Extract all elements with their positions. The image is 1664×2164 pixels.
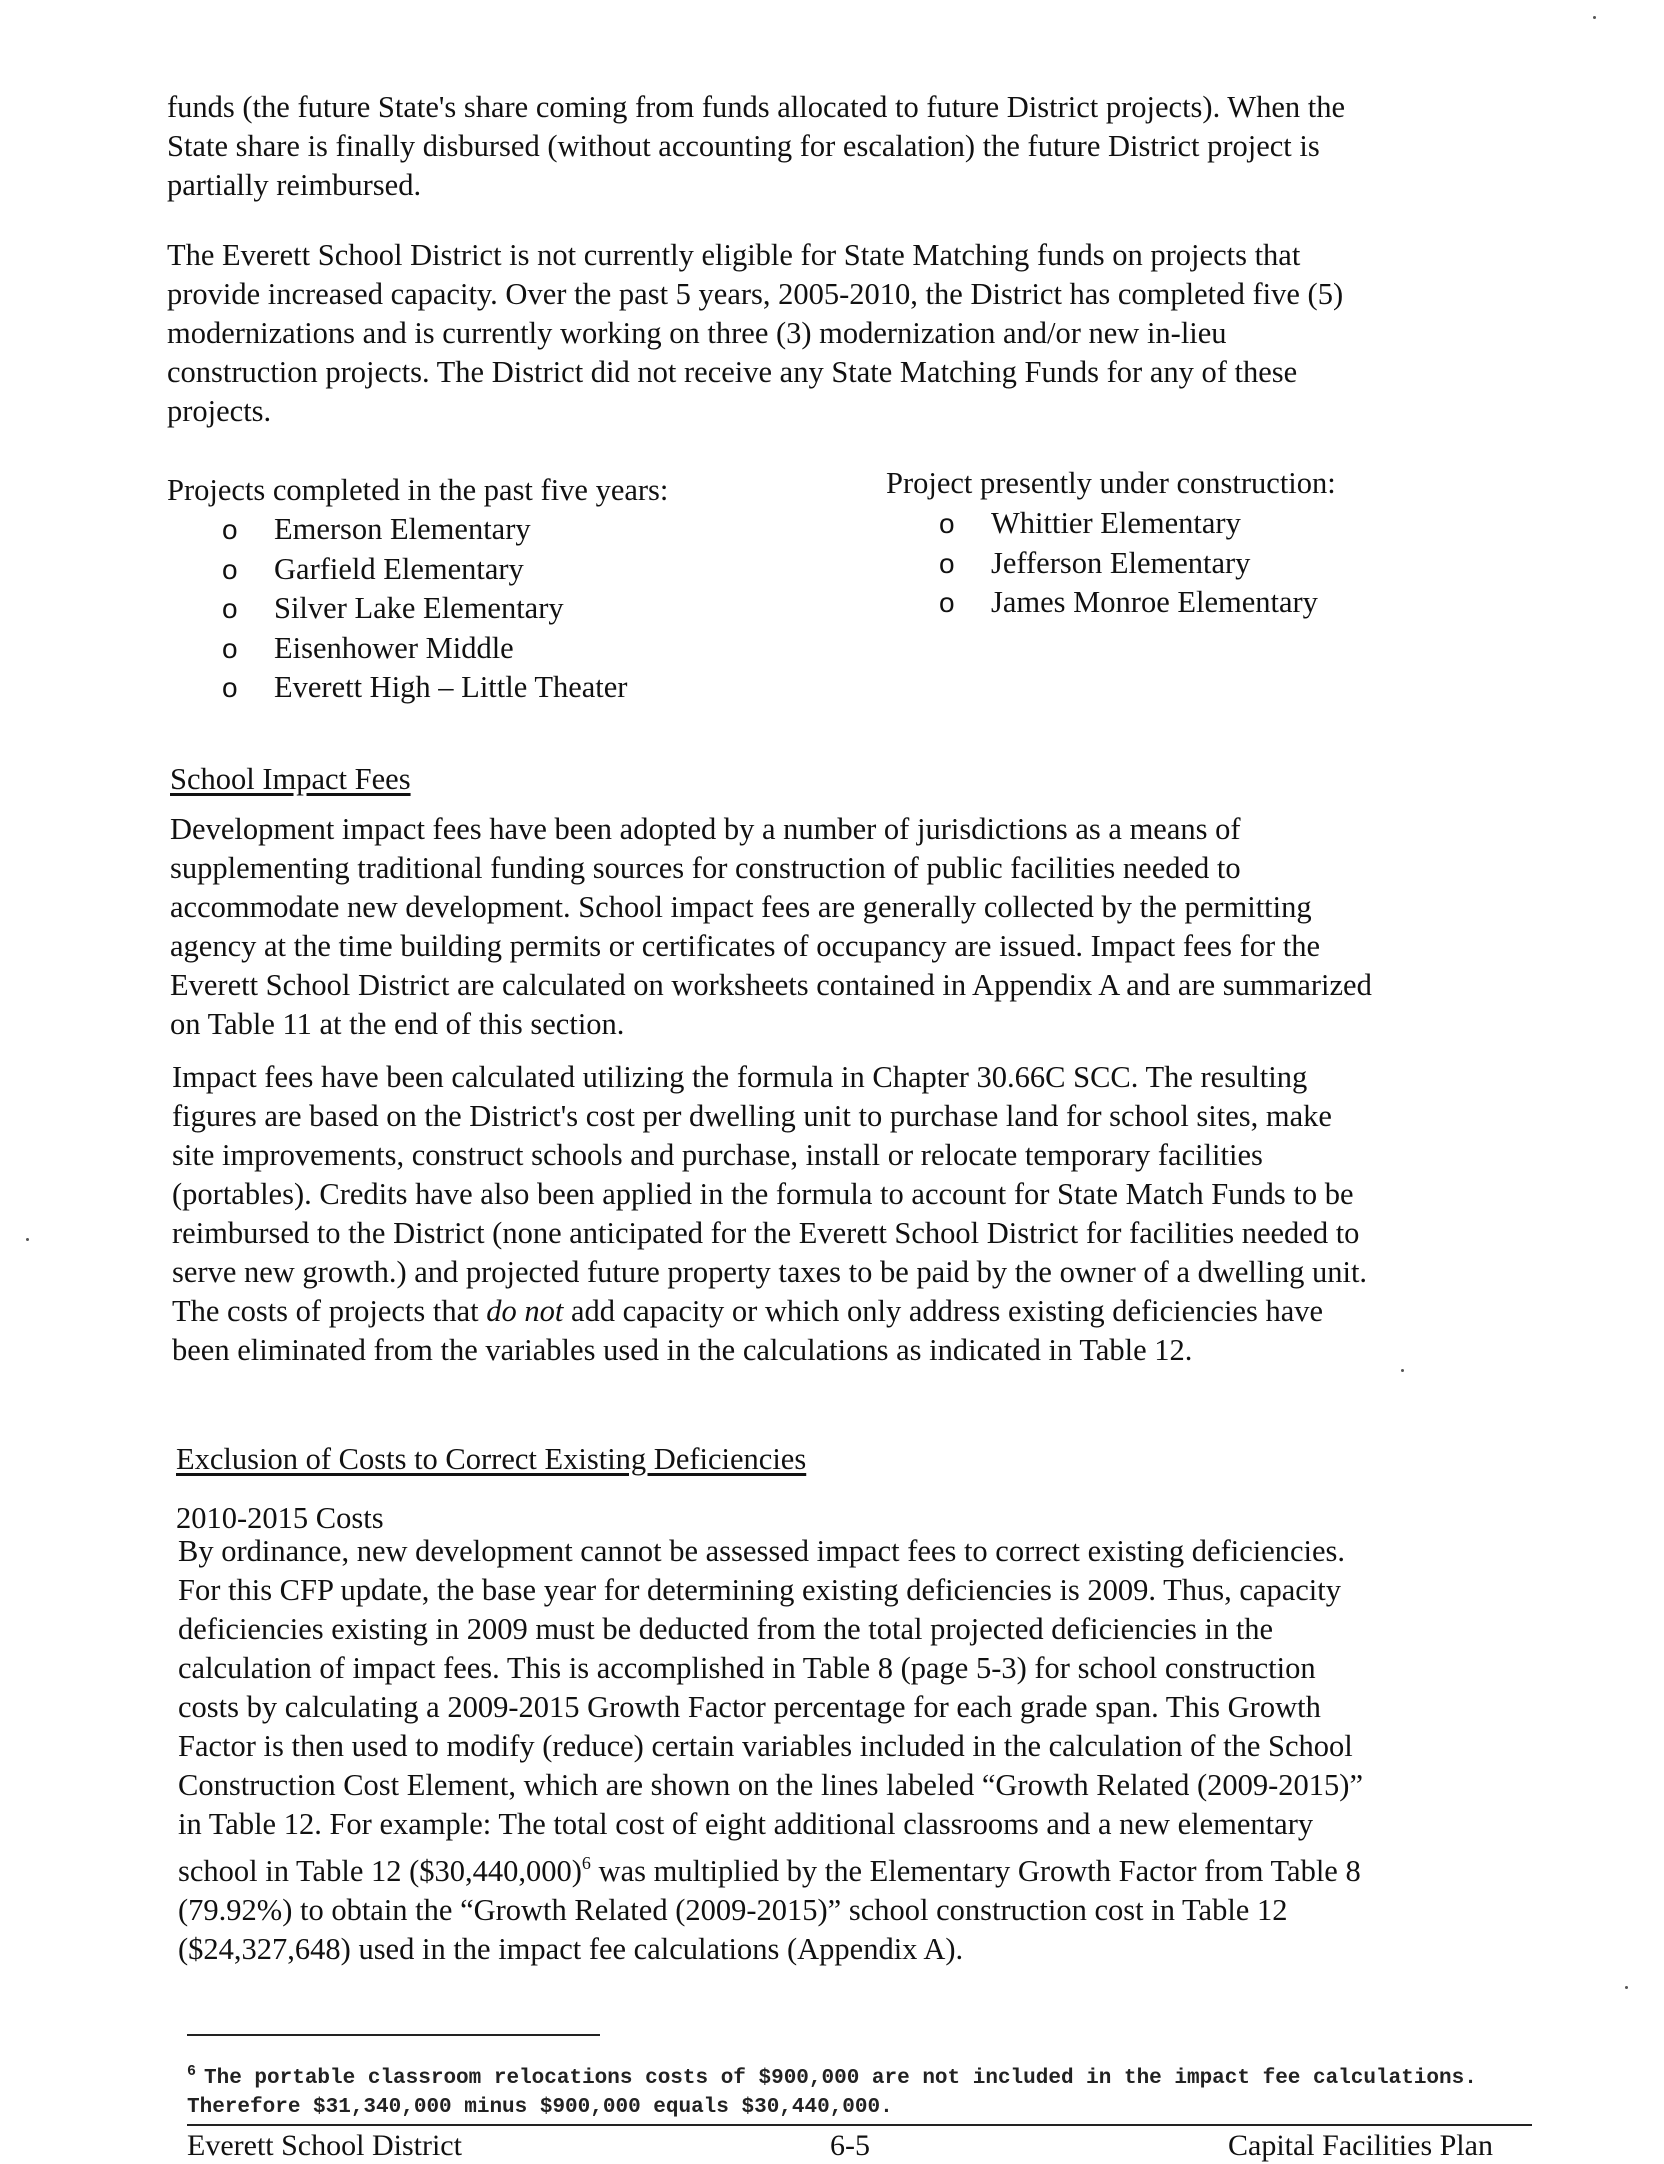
footnote-reference: 6	[581, 1853, 591, 1873]
text-line: agency at the time building permits or certificates of occupancy are issued. Impact fees for the	[170, 929, 1321, 963]
impact-fees-paragraph-1	[170, 810, 1372, 1044]
text-line: on Table 11 at the end of this section.	[170, 1007, 625, 1041]
scan-speck	[26, 1238, 29, 1241]
project-name: Jefferson Elementary	[991, 545, 1251, 580]
text-line: State share is finally disbursed (without accounting for escalation) the future District project is	[167, 129, 1320, 163]
text-line: supplementing traditional funding sources for construction of public facilities needed to	[170, 851, 1241, 885]
text-line: funds (the future State's share coming from funds allocated to future District projects). When the	[167, 90, 1345, 124]
eligibility-paragraph	[167, 236, 1343, 431]
text-line: The Everett School District is not currently eligible for State Matching funds on projects that	[167, 238, 1301, 272]
project-name: Eisenhower Middle	[274, 630, 514, 665]
footnote	[187, 2057, 1477, 2122]
current-projects-title: Project presently under construction:	[886, 466, 1336, 500]
completed-projects-title: Projects completed in the past five years:	[167, 473, 669, 507]
text-line: (portables). Credits have also been applied in the formula to account for State Match Funds to be	[172, 1177, 1354, 1211]
project-name: James Monroe Elementary	[991, 585, 1318, 619]
section-heading-school-impact-fees: School Impact Fees	[170, 762, 411, 796]
intro-paragraph	[167, 88, 1345, 205]
project-name: Garfield Elementary	[274, 551, 524, 586]
hollow-bullet-icon: o	[939, 547, 955, 579]
impact-fees-paragraph-2	[172, 1058, 1367, 1370]
list-item	[939, 544, 1318, 584]
text-line: (79.92%) to obtain the “Growth Related (2009-2015)” school construction cost in Table 12	[178, 1893, 1288, 1927]
footer-left: Everett School District	[187, 2129, 462, 2162]
scan-speck	[1625, 1986, 1628, 1989]
hollow-bullet-icon: o	[222, 553, 238, 585]
hollow-bullet-icon: o	[222, 672, 238, 703]
text-run: school in Table 12 ($30,440,000)	[178, 1854, 582, 1888]
text-line: construction projects. The District did not receive any State Matching Funds for any of these	[167, 355, 1298, 389]
footer-page-number: 6-5	[830, 2129, 870, 2162]
project-name: Silver Lake Elementary	[274, 591, 564, 625]
list-item	[939, 583, 1318, 623]
text-line: deficiencies existing in 2009 must be deducted from the total projected deficiencies in the	[178, 1612, 1274, 1646]
footnote-marker: 6	[187, 2063, 197, 2080]
text-line: By ordinance, new development cannot be assessed impact fees to correct existing deficiencies.	[178, 1534, 1346, 1568]
footnote-line	[187, 2057, 1477, 2093]
text-line: ($24,327,648) used in the impact fee calculations (Appendix A).	[178, 1932, 964, 1966]
text-line: been eliminated from the variables used in the calculations as indicated in Table 12.	[172, 1333, 1193, 1367]
text-run: was multiplied by the Elementary Growth Factor from Table 8	[590, 1854, 1361, 1888]
footnote-text: The portable classroom relocations costs of $900,000 are not included in the impact fee calculations.	[204, 2067, 1477, 2090]
text-line: partially reimbursed.	[167, 168, 422, 202]
exclusion-paragraph	[178, 1532, 1363, 1969]
text-line: figures are based on the District's cost per dwelling unit to purchase land for school sites, make	[172, 1099, 1332, 1133]
text-line: reimbursed to the District (none anticipated for the Everett School District for facilities needed to	[172, 1216, 1360, 1250]
text-line: Construction Cost Element, which are shown on the lines labeled “Growth Related (2009-2015)”	[178, 1768, 1363, 1802]
project-name: Emerson Elementary	[274, 512, 531, 546]
hollow-bullet-icon: o	[222, 514, 238, 545]
completed-projects-list	[222, 510, 627, 708]
text-line: in Table 12. For example: The total cost of eight additional classrooms and a new elementary	[178, 1807, 1314, 1841]
text-line: Development impact fees have been adopted by a number of jurisdictions as a means of	[170, 812, 1241, 846]
text-run: The costs of projects that	[172, 1294, 487, 1328]
subheading-cost-period: 2010-2015 Costs	[176, 1501, 384, 1535]
scan-speck	[1593, 16, 1596, 19]
list-item	[222, 668, 627, 708]
footer-separator	[187, 2124, 1532, 2126]
text-line: accommodate new development. School impact fees are generally collected by the permitting	[170, 890, 1312, 924]
text-line: For this CFP update, the base year for determining existing deficiencies is 2009. Thus, capacity	[178, 1573, 1341, 1607]
hollow-bullet-icon: o	[222, 593, 238, 624]
text-line	[178, 1844, 1363, 1891]
text-line: Impact fees have been calculated utilizing the formula in Chapter 30.66C SCC. The resulting	[172, 1060, 1308, 1094]
text-line: projects.	[167, 394, 272, 428]
section-heading-exclusion-of-costs: Exclusion of Costs to Correct Existing Deficiencies	[176, 1442, 807, 1476]
footer-right: Capital Facilities Plan	[1228, 2129, 1493, 2162]
footnote-separator	[187, 2034, 600, 2036]
text-line: costs by calculating a 2009-2015 Growth Factor percentage for each grade span. This Growth	[178, 1690, 1321, 1724]
list-item	[222, 589, 627, 629]
list-item	[222, 629, 627, 669]
text-line: Factor is then used to modify (reduce) certain variables included in the calculation of the School	[178, 1729, 1353, 1763]
hollow-bullet-icon: o	[939, 508, 955, 539]
text-line: modernizations and is currently working on three (3) modernization and/or new in-lieu	[167, 316, 1227, 350]
text-line: calculation of impact fees. This is accomplished in Table 8 (page 5-3) for school construction	[178, 1651, 1316, 1685]
text-line: Everett School District are calculated on worksheets contained in Appendix A and are summarized	[170, 968, 1372, 1002]
hollow-bullet-icon: o	[939, 587, 955, 618]
emphasis-text: do not	[486, 1294, 564, 1328]
text-line: serve new growth.) and projected future property taxes to be paid by the owner of a dwelling unit.	[172, 1255, 1368, 1289]
text-run: add capacity or which only address existing deficiencies have	[563, 1294, 1324, 1328]
project-name: Whittier Elementary	[991, 506, 1241, 540]
current-projects-list	[939, 504, 1318, 623]
text-line	[172, 1292, 1367, 1331]
text-line: provide increased capacity. Over the past 5 years, 2005-2010, the District has completed five (5)	[167, 277, 1344, 311]
list-item	[222, 550, 627, 590]
scan-speck	[1401, 1369, 1404, 1372]
footnote-line: Therefore $31,340,000 minus $900,000 equals $30,440,000.	[187, 2096, 893, 2119]
project-name: Everett High – Little Theater	[274, 670, 628, 704]
hollow-bullet-icon: o	[222, 632, 238, 664]
list-item	[222, 510, 627, 550]
text-line: site improvements, construct schools and purchase, install or relocate temporary facilities	[172, 1138, 1263, 1172]
list-item	[939, 504, 1318, 544]
